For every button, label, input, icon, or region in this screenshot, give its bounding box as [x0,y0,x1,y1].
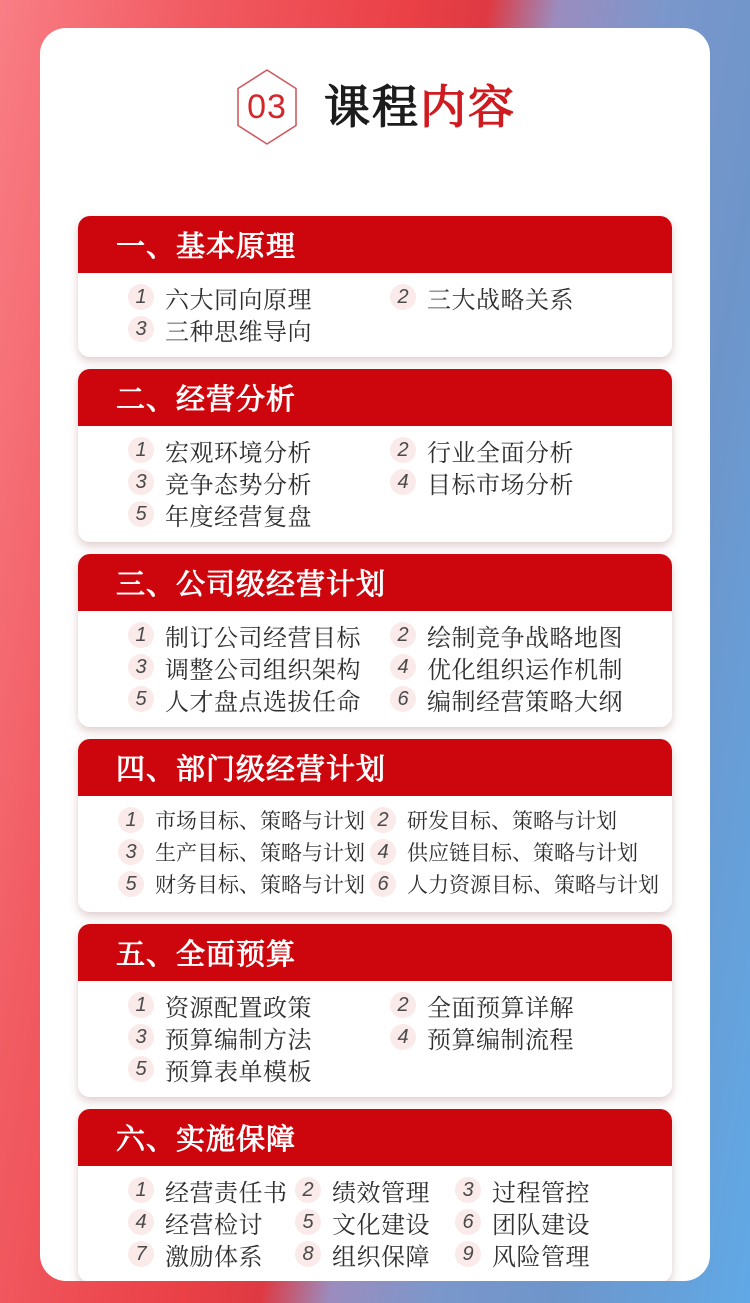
section-title: 六、实施保障 [116,1124,297,1156]
section-items [78,426,672,542]
item-number-badge: 2 [390,437,416,463]
section-items [78,796,672,912]
item-label: 年度经营复盘 [165,503,312,531]
page-title [324,81,516,133]
badge-number: 03 [247,87,287,126]
course-item [390,651,658,683]
page-title-part1: 课程 [324,81,420,133]
item-number-badge: 1 [128,284,154,310]
item-label: 生产目标、策略与计划 [155,842,365,865]
item-number-badge: 6 [370,871,396,897]
course-item [390,1021,658,1053]
item-label: 市场目标、策略与计划 [155,810,365,833]
item-label: 调整公司组织架构 [165,656,361,684]
item-number-badge: 4 [390,654,416,680]
section-items [78,611,672,727]
content-card [40,28,710,1281]
section-header [78,1109,672,1166]
item-label: 绘制竞争战略地图 [427,624,623,652]
section-title: 一、基本原理 [116,231,297,263]
item-number-badge: 1 [128,437,154,463]
item-label: 过程管控 [492,1179,590,1207]
item-label: 文化建设 [332,1211,430,1239]
item-label: 财务目标、策略与计划 [155,874,365,897]
course-item [455,1238,658,1270]
course-item [390,683,658,715]
course-item [390,434,658,466]
item-number-badge: 5 [118,871,144,897]
item-label: 优化组织运作机制 [427,656,623,684]
item-label: 制订公司经营目标 [165,624,361,652]
item-label: 六大同向原理 [165,286,312,314]
item-label: 供应链目标、策略与计划 [407,842,638,865]
item-label: 预算编制流程 [427,1026,574,1054]
course-item [295,1206,455,1238]
section-title: 二、经营分析 [116,384,297,416]
course-section-card [78,369,672,542]
course-item [128,313,390,345]
item-number-badge: 7 [128,1241,154,1267]
item-label: 预算表单模板 [165,1058,312,1086]
item-number-badge: 1 [118,807,144,833]
item-label: 研发目标、策略与计划 [407,810,617,833]
course-section-card [78,924,672,1097]
item-number-badge: 4 [390,1024,416,1050]
item-number-badge: 2 [390,284,416,310]
section-title: 四、部门级经营计划 [116,754,387,786]
course-section-card [78,216,672,357]
course-item [370,868,659,900]
course-item [128,619,390,651]
course-section-card [78,739,672,912]
item-number-badge: 6 [455,1209,481,1235]
item-number-badge: 2 [390,992,416,1018]
section-number-badge [234,68,300,146]
course-item [128,1238,295,1270]
item-label: 风险管理 [492,1243,590,1271]
page-header [40,28,710,216]
item-label: 编制经营策略大纲 [427,688,623,716]
course-item [128,281,390,313]
course-item [128,651,390,683]
item-label: 团队建设 [492,1211,590,1239]
sections-list [40,216,710,1281]
item-number-badge: 1 [128,1177,154,1203]
section-header [78,216,672,273]
course-section-card [78,554,672,727]
item-label: 三种思维导向 [165,318,312,346]
item-number-badge: 1 [128,992,154,1018]
course-item [370,836,659,868]
item-label: 预算编制方法 [165,1026,312,1054]
item-label: 组织保障 [332,1243,430,1271]
course-item [295,1238,455,1270]
item-number-badge: 4 [390,469,416,495]
section-header [78,554,672,611]
item-label: 绩效管理 [332,1179,430,1207]
course-item [128,466,390,498]
course-item [128,498,390,530]
course-item [118,804,370,836]
section-items [78,981,672,1097]
item-number-badge: 3 [128,316,154,342]
course-section-card [78,1109,672,1281]
item-label: 全面预算详解 [427,994,574,1022]
section-title: 三、公司级经营计划 [116,569,387,601]
item-number-badge: 2 [370,807,396,833]
item-number-badge: 3 [118,839,144,865]
course-item [370,804,659,836]
item-number-badge: 8 [295,1241,321,1267]
item-label: 经营责任书 [165,1179,288,1207]
course-item [128,1206,295,1238]
item-label: 行业全面分析 [427,439,574,467]
item-number-badge: 3 [455,1177,481,1203]
page-title-part2: 内容 [420,81,516,133]
item-number-badge: 5 [295,1209,321,1235]
section-header [78,369,672,426]
item-label: 经营检讨 [165,1211,263,1239]
item-number-badge: 2 [295,1177,321,1203]
section-items [78,1166,672,1281]
course-item [455,1206,658,1238]
item-number-badge: 5 [128,1056,154,1082]
item-label: 竞争态势分析 [165,471,312,499]
item-label: 人才盘点选拔任命 [165,688,361,716]
course-item [128,1053,390,1085]
item-number-badge: 3 [128,469,154,495]
item-number-badge: 3 [128,654,154,680]
course-item [295,1174,455,1206]
item-number-badge: 3 [128,1024,154,1050]
course-item [390,466,658,498]
course-item [128,683,390,715]
item-number-badge: 9 [455,1241,481,1267]
item-number-badge: 4 [128,1209,154,1235]
course-item [390,989,658,1021]
item-label: 激励体系 [165,1243,263,1271]
course-item [118,868,370,900]
item-number-badge: 5 [128,501,154,527]
item-label: 人力资源目标、策略与计划 [407,874,659,897]
item-number-badge: 4 [370,839,396,865]
section-header [78,924,672,981]
section-header [78,739,672,796]
course-item [128,1174,295,1206]
item-label: 三大战略关系 [427,286,574,314]
item-number-badge: 5 [128,686,154,712]
course-item [128,989,390,1021]
section-items [78,273,672,357]
section-title: 五、全面预算 [116,939,297,971]
item-number-badge: 6 [390,686,416,712]
course-item [118,836,370,868]
course-item [390,619,658,651]
item-label: 宏观环境分析 [165,439,312,467]
course-item [128,434,390,466]
course-item [455,1174,658,1206]
course-item [390,281,658,313]
item-number-badge: 2 [390,622,416,648]
item-label: 资源配置政策 [165,994,312,1022]
item-label: 目标市场分析 [427,471,574,499]
course-item [128,1021,390,1053]
item-number-badge: 1 [128,622,154,648]
